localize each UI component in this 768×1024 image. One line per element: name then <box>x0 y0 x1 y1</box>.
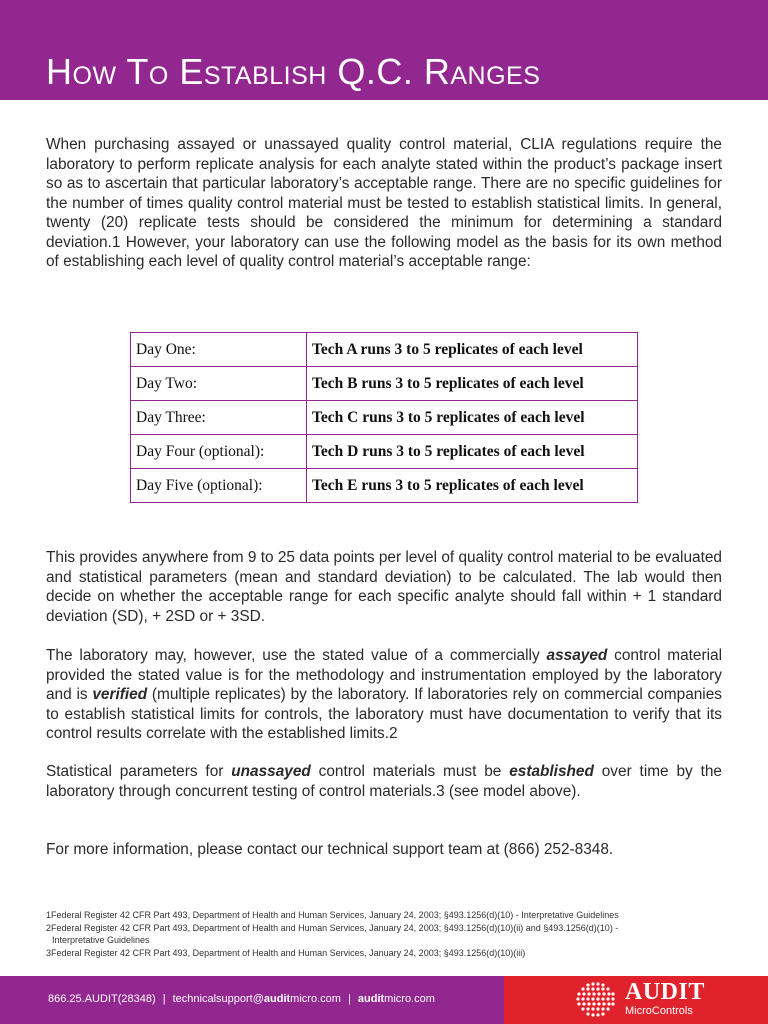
logo-subtitle: MicroControls <box>625 1005 693 1017</box>
footer-site-bold: audit <box>357 993 385 1005</box>
schedule-day-cell: Day One: <box>131 333 307 367</box>
page-header <box>0 0 768 100</box>
emphasis-assayed: assayed <box>546 647 608 664</box>
paragraph-text: Statistical parameters for <box>46 763 232 780</box>
data-points-paragraph: This provides anywhere from 9 to 25 data points per level of quality control material to be evaluated and statistical parameters (mean and standard deviation) to be calculated. The lab would then decide on whether the acceptable range for each specific analyte should fall within + 1 standard deviation (SD), + 2SD or + 3SD. <box>46 549 722 625</box>
table-row <box>131 469 638 503</box>
footer-email-bold: audit <box>263 993 291 1005</box>
footer-website-link[interactable] <box>358 993 435 1005</box>
table-row <box>131 435 638 469</box>
paragraph-text: control materials must be <box>310 763 510 780</box>
contact-paragraph: For more information, please contact our technical support team at (866) 252-8348. <box>46 841 614 858</box>
logo-name: AUDIT <box>625 979 705 1005</box>
footer-site-suffix: micro.com <box>384 993 435 1005</box>
schedule-day-cell: Day Two: <box>131 367 307 401</box>
schedule-task-cell: Tech C runs 3 to 5 replicates of each level <box>307 401 638 435</box>
emphasis-established: established <box>509 763 594 780</box>
footnote-3: 3Federal Register 42 CFR Part 493, Department of Health and Human Services, January 24, 2003; §493.1256(d)(10)(iii) <box>46 947 526 958</box>
intro-paragraph: When purchasing assayed or unassayed quality control material, CLIA regulations require the laboratory to perform replicate analysis for each analyte stated within the product’s package insert so as to ascertain that particular laboratory’s acceptable range. There are no specific guidelines for the number of times quality control material must be tested to establish statistical limits. In general, twenty (20) replicate tests should be considered the minimum for determining a standard deviation.1 However, your laboratory can use the following model as the basis for its own method of establishing each level of quality control material’s acceptable range: <box>46 136 722 270</box>
table-row <box>131 333 638 367</box>
footer-email-suffix: micro.com <box>290 993 341 1005</box>
paragraph-text: over time by the laboratory through concurrent testing of control materials.3 (see model above). <box>46 763 722 800</box>
schedule-day-cell: Day Five (optional): <box>131 469 307 503</box>
footnotes <box>46 909 722 959</box>
footnote-1: 1Federal Register 42 CFR Part 493, Department of Health and Human Services, January 24, 2003; §493.1256(d)(10) - Interpretative Guidelines <box>46 910 619 920</box>
footer-email-link[interactable] <box>173 993 341 1005</box>
assayed-paragraph <box>46 646 722 744</box>
footer-separator: | <box>347 993 351 1005</box>
schedule-day-cell: Day Three: <box>131 401 307 435</box>
page-footer <box>0 976 768 1024</box>
schedule-day-cell: Day Four (optional): <box>131 435 307 469</box>
footer-separator: | <box>162 993 166 1005</box>
company-logo <box>504 976 768 1024</box>
footnote-2: 2Federal Register 42 CFR Part 493, Department of Health and Human Services, January 24, 2003; §493.1256(d)(10)(ii) and §493.1256(d)(10) - <box>46 922 619 933</box>
footer-phone: 866.25.AUDIT(28348) <box>48 993 156 1005</box>
page-title: How To Establish Q.C. Ranges <box>46 51 541 92</box>
replicate-schedule-table <box>130 332 638 503</box>
table-row <box>131 367 638 401</box>
schedule-task-cell: Tech B runs 3 to 5 replicates of each level <box>307 367 638 401</box>
schedule-task-cell: Tech D runs 3 to 5 replicates of each level <box>307 435 638 469</box>
paragraph-text: The laboratory may, however, use the stated value of a commercially <box>46 647 547 664</box>
emphasis-verified: verified <box>92 686 148 703</box>
dot-grid-logo-icon <box>574 981 618 1019</box>
footnote-2-continued: Interpretative Guidelines <box>52 935 150 945</box>
unassayed-paragraph <box>46 762 722 801</box>
paragraph-text: control material provided the stated value is for the methodology and instrumentation employed by the laboratory and is <box>46 647 722 703</box>
schedule-task-cell: Tech A runs 3 to 5 replicates of each level <box>307 333 638 367</box>
schedule-task-cell: Tech E runs 3 to 5 replicates of each level <box>307 469 638 503</box>
table-row <box>131 401 638 435</box>
footer-contact-line <box>48 992 435 1006</box>
paragraph-text: (multiple replicates) by the laboratory. If laboratories rely on commercial companies to establish statistical limits for controls, the laboratory must have documentation to verify that its control results correlate with the established limits.2 <box>46 686 722 742</box>
footer-email-prefix: technicalsupport@ <box>172 993 264 1005</box>
emphasis-unassayed: unassayed <box>231 763 311 780</box>
